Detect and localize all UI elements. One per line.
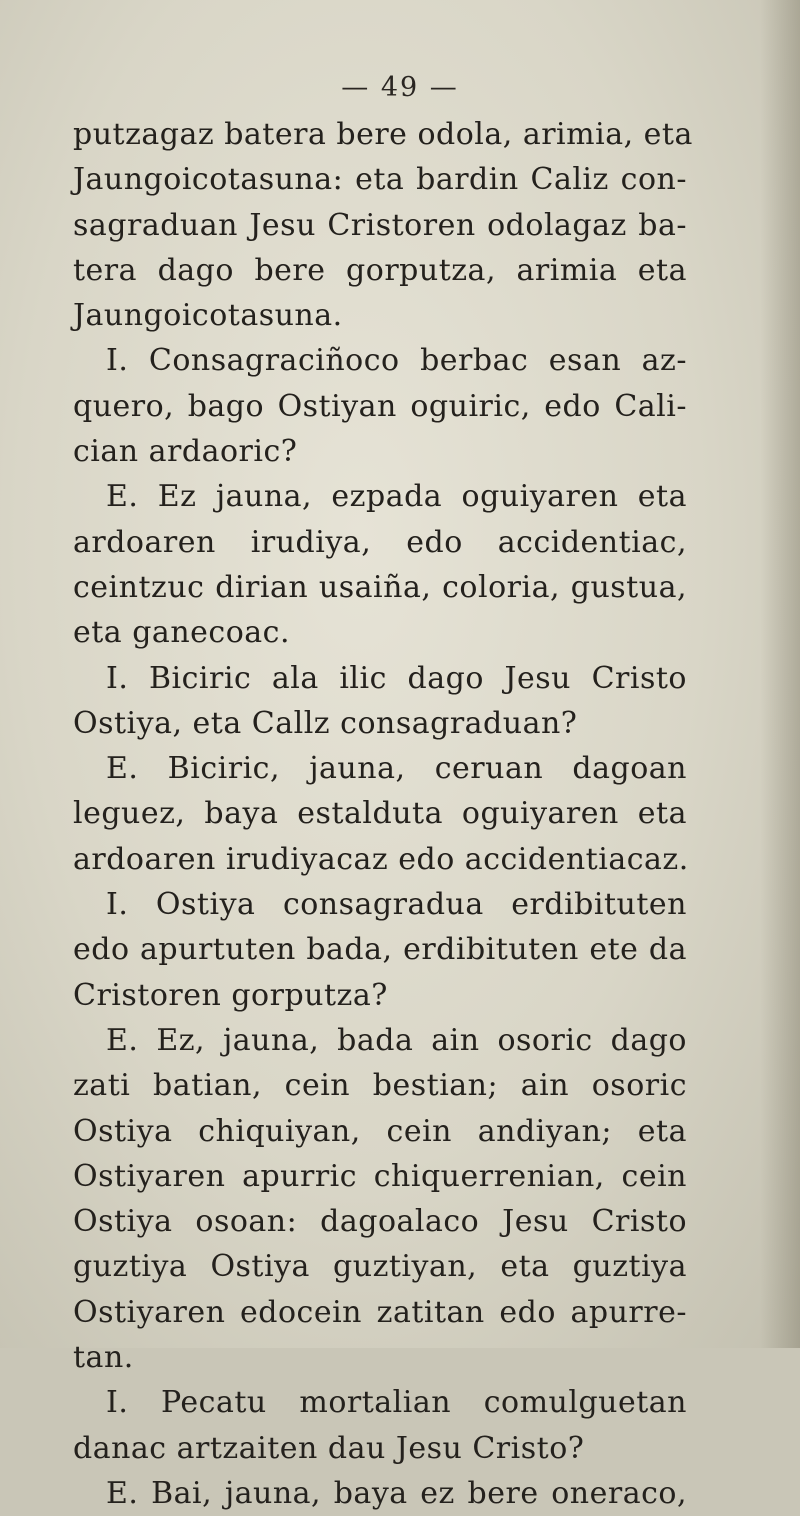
page-text — [73, 112, 693, 1516]
text-line: I. Ostiya consagradua erdibituten — [106, 887, 687, 923]
text-line: Ostiyaren apurric chiquerrenian, cein — [73, 1158, 687, 1194]
text-line: Jaungoicotasuna. — [73, 298, 343, 334]
text-line: tan. — [73, 1340, 134, 1376]
text-line: I. Consagraciñoco berbac esan az- — [106, 343, 687, 379]
text-line: E. Biciric, jauna, ceruan dagoan — [106, 751, 687, 787]
text-line: zati batian, cein bestian; ain osoric — [73, 1068, 687, 1104]
page-number: — 49 — — [341, 72, 459, 103]
text-line: Ostiya chiquiyan, cein andiyan; eta — [73, 1113, 687, 1149]
text-line: ceintzuc dirian usaiña, coloria, gustua, — [73, 569, 687, 605]
text-line: tera dago bere gorputza, arimia eta — [73, 252, 687, 288]
text-line: I. Pecatu mortalian comulguetan — [106, 1385, 687, 1421]
text-line: danac artzaiten dau Jesu Cristo? — [73, 1430, 585, 1466]
text-line: Cristoren gorputza? — [73, 977, 388, 1013]
text-line: cian ardaoric? — [73, 434, 298, 470]
text-line: Jaungoicotasuna: eta bardin Caliz con- — [73, 162, 687, 198]
text-line: Ostiya, eta Callz consagraduan? — [73, 705, 578, 741]
text-line: edo apurtuten bada, erdibituten ete da — [73, 932, 687, 968]
text-line: Ostiya osoan: dagoalaco Jesu Cristo — [73, 1204, 687, 1240]
text-line: sagraduan Jesu Cristoren odolagaz ba- — [73, 207, 687, 243]
text-line: E. Ez, jauna, bada ain osoric dago — [106, 1022, 687, 1058]
text-line: E. Bai, jauna, baya ez bere oneraco, — [106, 1475, 687, 1511]
text-line: leguez, baya estalduta oguiyaren eta — [73, 796, 687, 832]
text-line: ardoaren irudiyacaz edo accidentiacaz. — [73, 841, 689, 877]
text-line: quero, bago Ostiyan oguiric, edo Cali- — [73, 388, 687, 424]
text-line: eta ganecoac. — [73, 615, 290, 651]
text-line: guztiya Ostiya guztiyan, eta guztiya — [73, 1249, 687, 1285]
text-line: E. Ez jauna, ezpada oguiyaren eta — [106, 479, 687, 515]
text-line: I. Biciric ala ilic dago Jesu Cristo — [106, 660, 687, 696]
text-line: ardoaren irudiya, edo accidentiac, — [73, 524, 687, 560]
text-line: Ostiyaren edocein zatitan edo apurre- — [73, 1294, 687, 1330]
text-line: putzagaz batera bere odola, arimia, eta — [73, 117, 693, 152]
